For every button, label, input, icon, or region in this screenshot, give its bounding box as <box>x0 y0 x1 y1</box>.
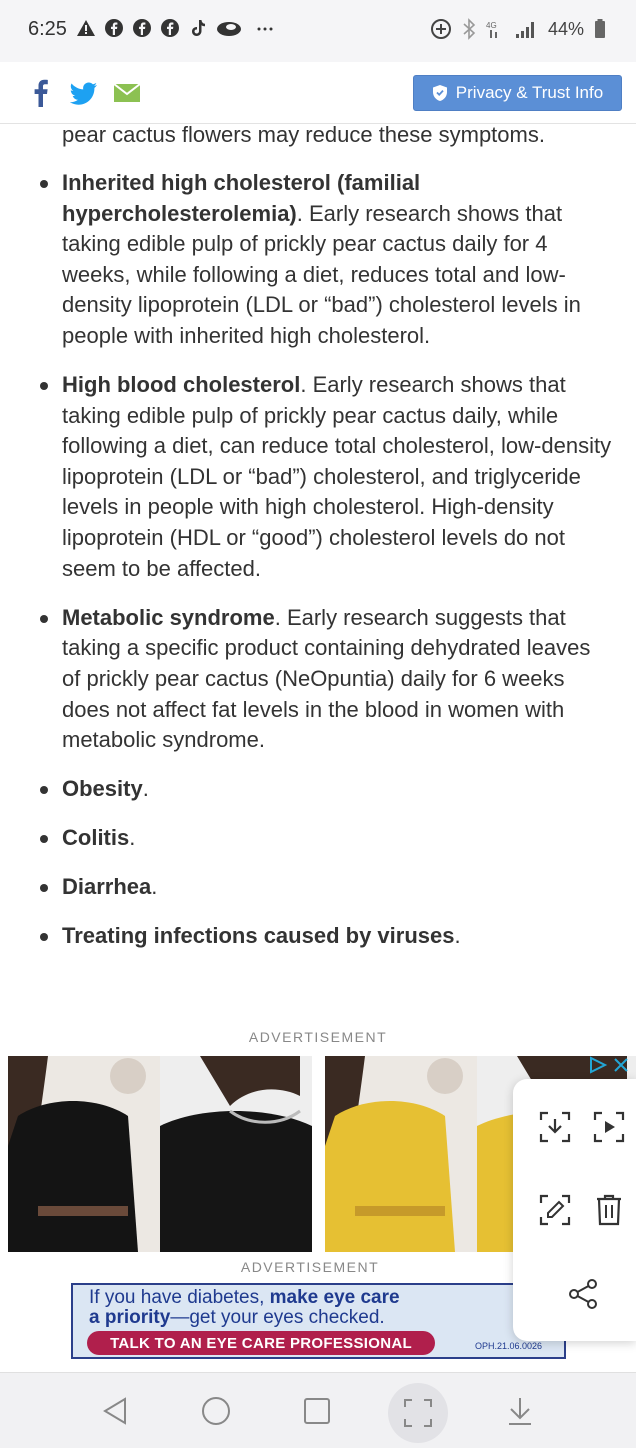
cloud-icon <box>216 18 242 38</box>
wifi-icon <box>486 18 504 40</box>
data-saver-icon <box>430 18 452 40</box>
ad-subheadline-part: —get your eyes checked. <box>170 1307 385 1328</box>
condition-text: . <box>129 825 136 851</box>
condition-text: . Early research shows that taking edible pulp of prickly pear cactus daily for 4 weeks, while following a diet, reduces total and low-density lipoprotein (LDL or “bad”) cholesterol levels in people with inherited high cholesterol. <box>62 200 581 348</box>
bluetooth-icon <box>462 18 476 40</box>
ad-label: ADVERTISEMENT <box>240 1259 380 1275</box>
facebook-notification-icon <box>160 18 180 38</box>
download-icon <box>506 1396 534 1426</box>
back-button[interactable] <box>95 1391 135 1431</box>
screenshot-toolbar <box>513 1079 636 1341</box>
edit-button[interactable] <box>535 1190 575 1230</box>
list-item <box>0 774 636 805</box>
home-icon <box>201 1396 231 1426</box>
close-icon[interactable] <box>612 1056 630 1074</box>
battery-icon <box>594 18 606 40</box>
ad-label: ADVERTISEMENT <box>248 1029 388 1045</box>
status-bar <box>0 0 636 62</box>
condition-title: Diarrhea <box>62 874 152 900</box>
svg-text:4G: 4G <box>485 21 497 30</box>
more-icon <box>256 18 274 38</box>
signal-icon <box>514 18 538 40</box>
notification-icons <box>76 18 274 38</box>
paragraph-fragment: pear cactus flowers may reduce these symptoms. <box>62 122 545 147</box>
list-item <box>0 872 636 903</box>
shield-icon <box>432 84 448 102</box>
ad-headline <box>89 1287 400 1309</box>
facebook-notification-icon <box>132 18 152 38</box>
share-button[interactable] <box>563 1274 603 1314</box>
recents-button[interactable] <box>297 1391 337 1431</box>
mail-icon[interactable] <box>114 84 140 102</box>
condition-title: Obesity <box>62 776 143 802</box>
recents-icon <box>303 1397 331 1425</box>
condition-title: Inherited high cholesterol (familial hypercholesterolemia) <box>62 170 421 226</box>
condition-title: High blood cholesterol <box>62 372 301 398</box>
facebook-icon[interactable] <box>30 78 50 108</box>
condition-title: Metabolic syndrome <box>62 604 275 630</box>
battery-percent: 44% <box>547 18 584 39</box>
privacy-trust-label: Privacy & Trust Info <box>455 83 604 102</box>
condition-text: . <box>454 923 461 949</box>
condition-text: . <box>142 776 149 802</box>
screenshot-button[interactable] <box>388 1383 448 1443</box>
status-time: 6:25 <box>28 18 67 40</box>
screen-record-button[interactable] <box>589 1107 629 1147</box>
list-item <box>0 168 636 352</box>
scroll-capture-icon <box>538 1110 572 1144</box>
ad-headline-bold: make eye care <box>269 1287 400 1308</box>
ad-image-yellow-left[interactable] <box>325 1056 477 1252</box>
ad-image-black-right[interactable] <box>160 1056 312 1252</box>
navigation-bar <box>0 1372 636 1448</box>
condition-text: . <box>151 874 158 900</box>
share-bar <box>0 62 636 124</box>
ad-choices[interactable] <box>588 1056 630 1074</box>
ad-subheadline <box>89 1307 385 1329</box>
ad-subheadline-bold: a priority <box>89 1307 171 1328</box>
list-item <box>0 370 636 584</box>
ad-headline-part: If you have diabetes, <box>89 1287 270 1308</box>
condition-text: . Early research shows that taking edible pulp of prickly pear cactus daily, while following a diet, can reduce total cholesterol, low-density lipoprotein (LDL or “bad”) cholesterol, and triglyceride levels in people with high cholesterol. High-density lipoprotein (HDL or “good”) cholesterol levels do not seem to be affected. <box>62 372 612 581</box>
conditions-list <box>0 168 636 971</box>
ad-image-black-left[interactable] <box>8 1056 160 1252</box>
adchoices-icon[interactable] <box>588 1056 608 1074</box>
home-button[interactable] <box>196 1391 236 1431</box>
share-icon <box>567 1278 599 1310</box>
condition-title: Colitis <box>62 825 130 851</box>
ad-code: OPH.21.06.0026 <box>475 1341 543 1351</box>
back-icon <box>101 1396 129 1426</box>
list-item <box>0 823 636 854</box>
delete-button[interactable] <box>589 1190 629 1230</box>
condition-text: . Early research suggests that taking a specific product containing dehydrated leaves of prickly pear cactus (NeOpuntia) daily for 6 weeks does not affect fat levels in the blood in women with metabolic syndrome. <box>62 604 591 753</box>
delete-icon <box>594 1193 624 1227</box>
ad-cta-button[interactable]: TALK TO AN EYE CARE PROFESSIONAL <box>87 1331 435 1355</box>
twitter-icon[interactable] <box>70 82 98 106</box>
list-item <box>0 603 636 756</box>
warning-icon <box>76 18 96 38</box>
system-status <box>430 18 606 40</box>
privacy-trust-button[interactable] <box>413 75 622 111</box>
screen-record-icon <box>592 1110 626 1144</box>
facebook-notification-icon <box>104 18 124 38</box>
scroll-capture-button[interactable] <box>535 1107 575 1147</box>
tiktok-icon <box>188 18 208 38</box>
edit-icon <box>538 1193 572 1227</box>
download-button[interactable] <box>500 1391 540 1431</box>
list-item <box>0 921 636 952</box>
screenshot-icon <box>403 1398 433 1428</box>
eye-care-ad[interactable] <box>71 1283 566 1359</box>
condition-title: Treating infections caused by viruses <box>62 923 455 949</box>
